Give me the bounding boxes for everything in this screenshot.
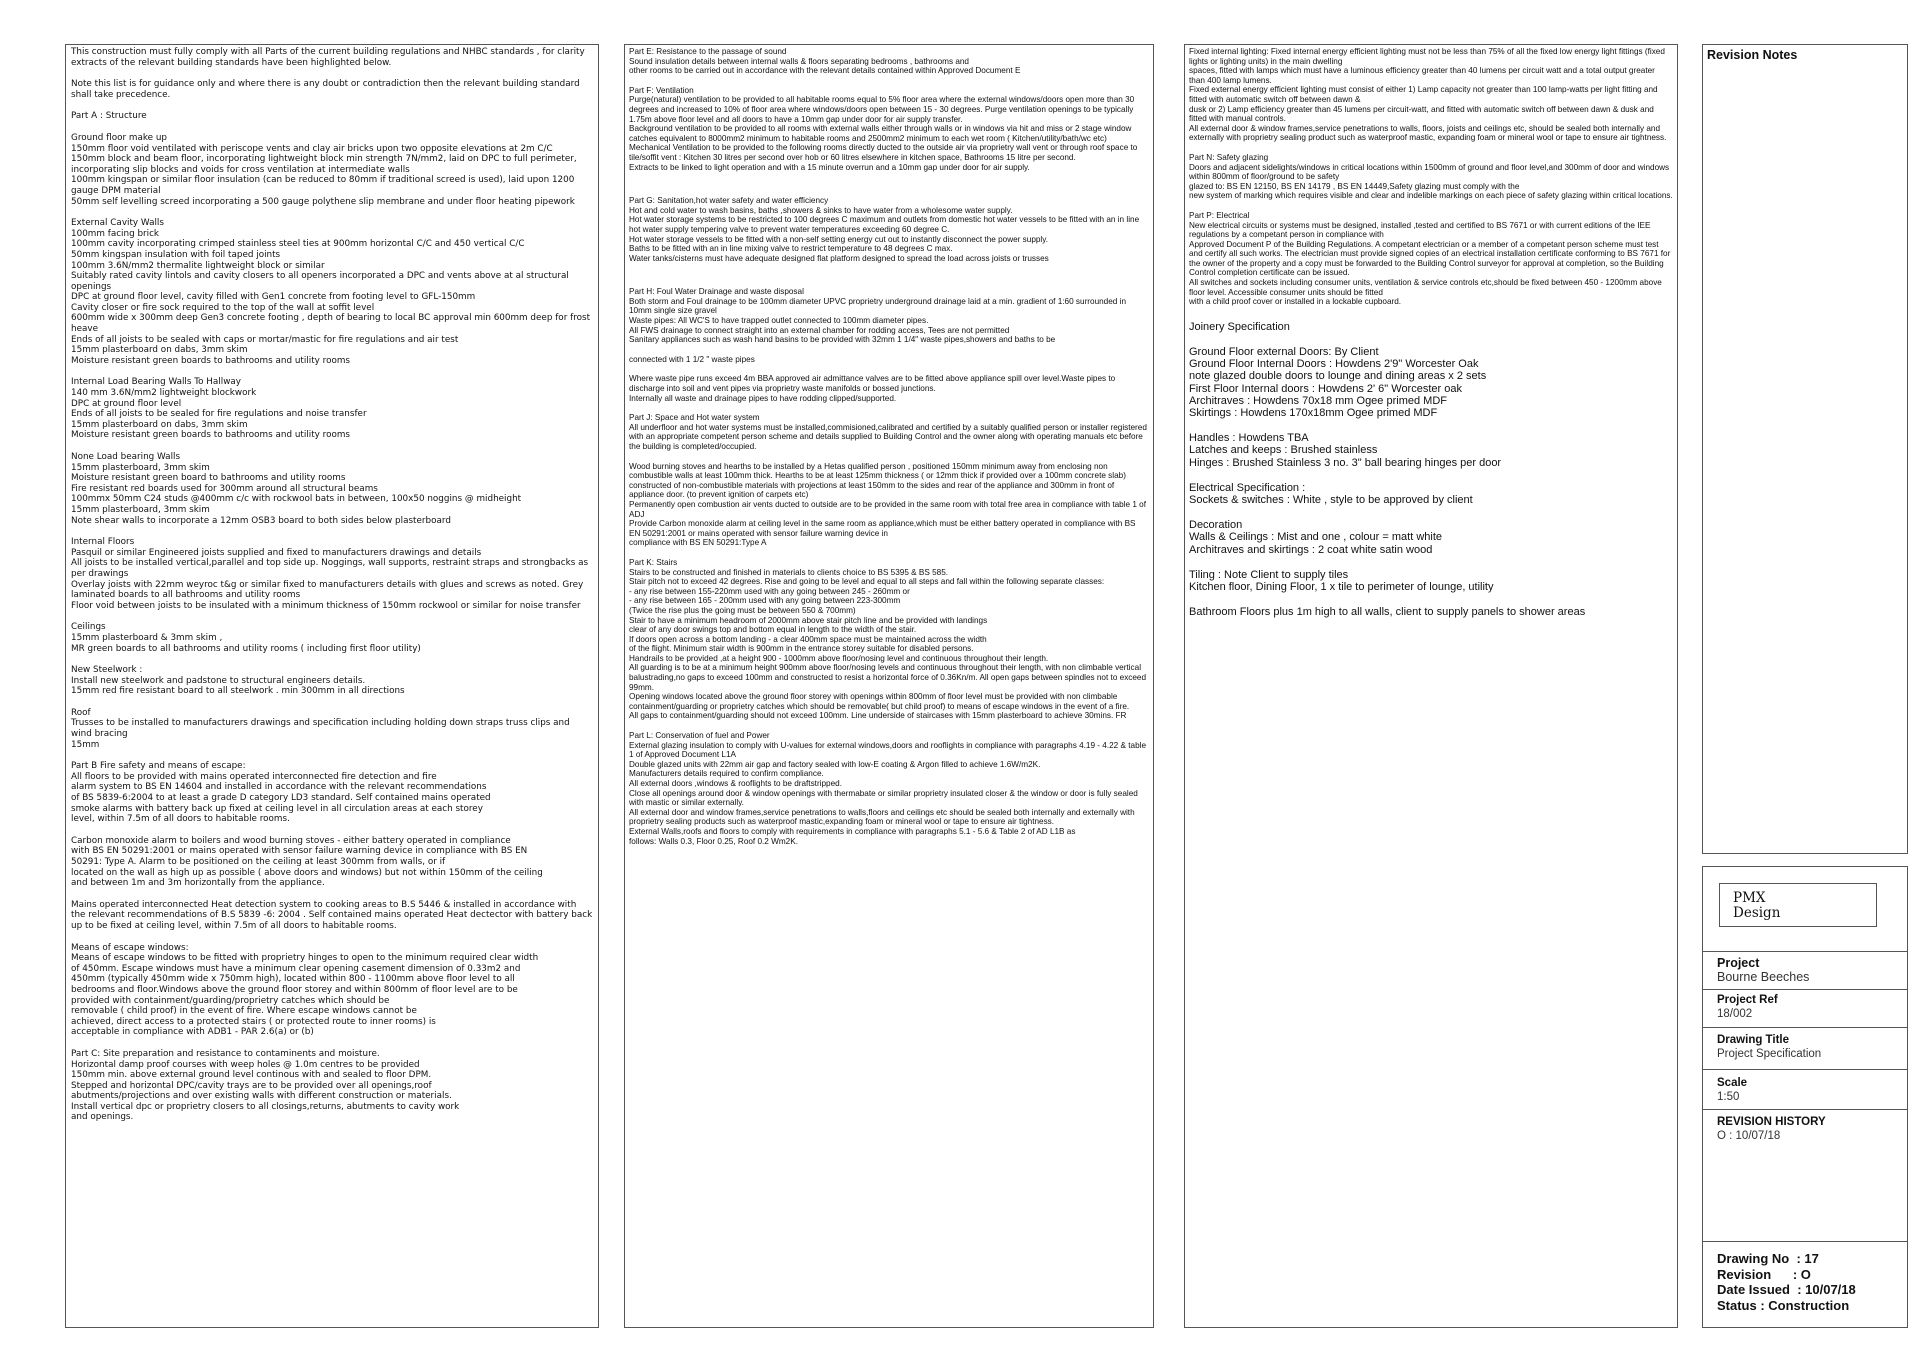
spec-paragraph: External Cavity Walls 100mm facing brick 100mm cavity incorporating crimped stainless steel ties at 900mm horizontal C/C and 450 vertical C/C 50mm kingspan insulation with foil taped joints 100mm 3.6N/mm2 thermalite lightweight block or similar Suitably rated cavity lintols and cavity closers to all openers incorporated a DPC and vents above at al structural openings DPC at ground floor level, cavity filled with Gen1 concrete from footing level to GFL-150mm Cavity closer or fire sock required to the top of the wall at soffit level 600mm wide x 300mm deep Gen3 concrete footing , depth of bearing to local BC approval min 600mm deep for frost heave Ends of all joists to be sealed with caps or mortar/mastic for fire regulations and air test 15mm plasterboard on dabs, 3mm skim Moisture resistant green boards to bathrooms and utility rooms xyxy=(71,218,591,366)
spec-paragraph: Part G: Sanitation,hot water safety and water efficiency Hot and cold water to wash basins, baths ,showers & sinks to have water from a wholesome water supply. Hot water storage systems to be restricted to 100 degrees C maximum and outlets from domestic hot water vessels to be fitted with an in line hot water supply tempering valve to prevent water temperatures exceeding 60 degree C. Hot water storage vessels to be fitted with a non-self setting energy cut out to instantly disconnect the power supply. Baths to be fitted with an in line mixing valve to restrict temperature to 48 degrees C max. Water tanks/cisterns must have adequate designed flat platform designed to spread the load across joists or trusses xyxy=(629,196,1140,263)
drawing-number: Drawing No : 17 xyxy=(1717,1251,1819,1266)
divider xyxy=(1703,951,1907,952)
spec-paragraph: Electrical Specification : Sockets & switches : White , style to be approved by client xyxy=(1189,481,1473,507)
project-ref-label: Project Ref xyxy=(1717,994,1778,1006)
spec-column-1 xyxy=(65,44,599,1328)
spec-paragraph: Part F: Ventilation Purge(natural) ventilation to be provided to all habitable rooms equal to 5% floor area where the external windows/doors open more than 30 degrees and increased to 10% of floor area where windows/doors open between 15 - 30 degrees. Purge ventilation openings to be typically 1.75m above floor level and all doors to have a 10mm gap under door for air supply transfer. Background ventilation to be provided to all rooms with external walls either through walls or in windows via hit and miss or 2 stage window catches equivalent to 8000mm2 minimum to habitable rooms and 2500mm2 minimum to each wet room ( Kitchen/utility/bath/wc etc) Mechanical Ventilation to be provided to the following rooms directly ducted to the outside air via proprietry wall vent or through roof space to tile/soffit vent : Kitchen 30 litres per second over hob or 60 litres elsewhere in kitchen space, Bathrooms 15 litre per second. Extracts to be linked to light operation and with a 15 minute overrun and a 10mm gap under door for air supply. xyxy=(629,85,1138,172)
revision-history-value: O : 10/07/18 xyxy=(1717,1130,1781,1142)
revision-notes-title: Revision Notes xyxy=(1707,48,1798,62)
drawing-info xyxy=(1717,1251,1856,1313)
project-field xyxy=(1717,956,1809,984)
revision: Revision : O xyxy=(1717,1266,1811,1282)
spec-paragraph: Bathroom Floors plus 1m high to all walls, client to supply panels to shower areas xyxy=(1189,606,1586,619)
logo-text-line1: PMX xyxy=(1733,890,1766,906)
joinery-heading: Joinery Specification xyxy=(1189,320,1290,333)
title-block xyxy=(1702,866,1908,1328)
spec-paragraph: Part J: Space and Hot water system All underfloor and hot water systems must be installed,commisioned,calibrated and certified by a suitably qualified person or installer registered with an appropriate competent person scheme and details supplied to Building Control and the owner along with operating manuals etc before the building is completed/occupied. xyxy=(629,413,1147,451)
divider xyxy=(1703,989,1907,990)
spec-paragraph: Part C: Site preparation and resistance to contaminents and moisture. Horizontal damp proof courses with weep holes @ 1.0m centres to be provided 150mm min. above external ground level continous with and sealed to floor DPM. Stepped and horizontal DPC/cavity trays are to be provided over all openings,roof abutments/projections and over existing walls with different construction or materials. Install vertical dpc or proprietry closers to all closings,returns, abutments to cavity work and openings. xyxy=(71,1048,460,1123)
spec-paragraph: This construction must fully comply with all Parts of the current building regulations and NHBC standards , for clarity extracts of the relevant building standards have been highlighted below. xyxy=(71,47,585,68)
spec-paragraph: Part K: Stairs Stairs to be constructed and finished in materials to clients choice to BS 5395 & BS 585. Stair pitch not to exceed 42 degrees. Rise and going to be level and equal to all steps and fall within the following separate classes: - any rise between 155-220mm used with any going between 245 - 260mm or - any rise between 165 - 200mm used with any going between 223-300mm (Twice the rise plus the going must be between 550 & 700mm) Stair to have a minimum headroom of 2000mm above stair pitch line and be provided with landings clear of any door swings top and bottom equal in length to the width of the stair. If doors open across a bottom landing - a clear 400mm space must be maintained across the width of the flight. Minimum stair width is 900mm in the entrance storey suitable for disabled persons. Handrails to be provided ,at a height 900 - 1000mm above floor/nosing level and continuous throughout their length. All guarding is to be at a minimum height 900mm above floor/nosing levels and continuous throughout their length, with non climbable vertical balustrading,no gaps to exceed 100mm and constructed to resist a horizontal force of 0.36Kn/m. All open gaps between spindles not to exceed 99mm. Opening windows located above the ground floor storey with openings within 800mm of floor level must be provided with non climbable containment/guarding or proprietry catches which should be removable( but child proof) to means of escape windows in the event of a fire. All gaps to containment/guarding should not exceed 100mm. Line underside of staircases with 15mm plasterboard to achieve 30mins. FR xyxy=(629,557,1147,721)
drawing-title-value: Project Specification xyxy=(1717,1048,1822,1060)
project-label: Project xyxy=(1717,956,1760,970)
project-ref-field xyxy=(1717,993,1778,1021)
spec-paragraph: Part N: Safety glazing Doors and adjacent sidelights/windows in critical locations within 1500mm of ground and floor level,and 300mm of door and windows within 800mm of floor/ground to be safety glazed to: BS EN 12150, BS EN 14179 , BS EN 14449,Safety glazing must comply with the new system of marking which requires visible and clear and indelible markings on each piece of safety glazing within critical locations. xyxy=(1189,152,1673,201)
divider xyxy=(1703,1109,1907,1110)
spec-paragraph: Decoration Walls & Ceilings : Mist and one , colour = matt white Architraves and skirtings : 2 coat white satin wood xyxy=(1189,519,1442,556)
revision-notes-panel xyxy=(1702,44,1908,854)
spec-paragraph: Where waste pipe runs exceed 4m BBA approved air admittance valves are to be fitted above appliance spill over level.Waste pipes to discharge into soil and vent pipes via proprietry waste manifolds or bossed junctions. Internally all waste and drainage pipes to have rodding clipped/supported. xyxy=(629,374,1116,403)
spec-paragraph: Means of escape windows: Means of escape windows to be fitted with proprietry hinges to open to the minimum required clear width of 450mm. Escape windows must have a minimum clear opening casement dimension of 0.33m2 and 450mm (typically 450mm wide x 750mm high), located within 800 - 1100mm above floor level to all bedrooms and floor.Windows above the ground floor storey and within 800mm of floor level are to be provided with containment/guarding/proprietry catches which should be removable ( child proof) in the event of fire. Where escape windows cannot be achieved, direct access to a protected stairs ( or protected route to inner rooms) is acceptable in compliance with ADB1 - PAR 2.6(a) or (b) xyxy=(71,942,539,1038)
divider xyxy=(1703,1027,1907,1028)
spec-paragraph: Ground Floor external Doors: By Client Ground Floor Internal Doors : Howdens 2'9" Worcester Oak note glazed double doors to lounge and dining areas x 2 sets First Floor Internal doors : Howdens 2' 6" Worcester oak Architraves : Howdens 70x18 mm Ogee primed MDF Skirtings : Howdens 170x18mm Ogee primed MDF xyxy=(1189,346,1487,420)
divider xyxy=(1703,1241,1907,1242)
spec-paragraph: Part A : Structure xyxy=(71,111,147,122)
spec-paragraph: Carbon monoxide alarm to boilers and wood burning stoves - either battery operated in compliance with BS EN 50291:2001 or mains operated with sensor failure warning device in compliance with BS EN 50291: Type A. Alarm to be positioned on the ceiling at least 300mm from walls, or if located on the wall as high up as possible ( above doors and windows) but not within 150mm of the ceiling and between 1m and 3m horizontally from the appliance. xyxy=(71,835,543,889)
drawing-title-field xyxy=(1717,1033,1821,1061)
spec-paragraph: Wood burning stoves and hearths to be installed by a Hetas qualified person , positioned 150mm minimum away from enclosing non combustible walls at least 100mm thick. Hearths to be at least 125mm thickness ( or 12mm thick if provided over a 100mm concrete slab) constructed of non-combustible materials with projections at least 150mm to the sides and rear of the appliance and 300mm in front of appliance door. (to prevent ignition of carpets etc) Permanently open combustion air vents ducted to outside are to be provided in the same room with total free area in compliance with table 1 of ADJ Provide Carbon monoxide alarm at ceiling level in the same room as appliance,which must be either battery operated in compliance with BS EN 50291:2001 or mains operated with sensor failure warning device in compliance with BS EN 50291:Type A xyxy=(629,461,1147,548)
drawing-title-label: Drawing Title xyxy=(1717,1034,1789,1046)
spec-paragraph: Note this list is for guidance only and where there is any doubt or contradiction then the relevant building standard shall take precedence. xyxy=(71,79,580,100)
spec-paragraph: Part B Fire safety and means of escape: All floors to be provided with mains operated interconnected fire detection and fire alarm system to BS EN 14604 and installed in accordance with the relevant recommendations of BS 5839-6:2004 to at least a grade D category LD3 standard. Self contained mains operated smoke alarms with battery back up fixed at ceiling level in all circulation areas at each storey level, within 7.5m of all doors to habitable rooms. xyxy=(71,761,491,825)
spec-paragraph: Mains operated interconnected Heat detection system to cooking areas to B.S 5446 & installed in accordance with the relevant recommendations of B.S 5839 -6: 2004 . Self contained mains operated Heat dectector with battery back up to be fixed at ceiling level, within 7.5m of all doors to habitable rooms. xyxy=(71,899,593,931)
spec-paragraph: Roof Trusses to be installed to manufacturers drawings and specification including holding down straps truss clips and wind bracing 15mm xyxy=(71,707,570,750)
scale-field xyxy=(1717,1076,1747,1104)
spec-paragraph: Part H: Foul Water Drainage and waste disposal Both storm and Foul drainage to be 100mm diameter UPVC proprietry underground drainage laid at a min. gradient of 1:60 surrounded in 10mm single size gravel Waste pipes: All WC'S to have trapped outlet connected to 100mm diameter pipes. All FWS drainage to connect straight into an external chamber for rodding access, Tees are not permitted Sanitary appliances such as wash hand basins to be provided with 32mm 1 1/4" waste pipes,showers and baths to be xyxy=(629,287,1126,345)
project-ref-value: 18/002 xyxy=(1717,1008,1753,1020)
spec-paragraph: Fixed internal lighting: Fixed internal energy efficient lighting must not be less than 75% of all the fixed low energy light fittings (fixed lights or lighting units) in the main dwelling spaces, fitted with lamps which must have a luminous efficiency greater than 40 lumens per circuit watt and a total output greater than 400 lamp lumens. Fixed external energy efficient lighting must consist of either 1) Lamp capacity not greater than 100 lamp-watts per light fitting and fitted with automatic switch off between dawn & dusk or 2) Lamp efficiency greater than 45 lumens per circuit-watt, and fitted with automatic switch off between dawn & dusk and fitted with manual controls. All external door & window frames,service penetrations to walls, floors, joists and ceilings etc, should be sealed both internally and externally with proprietry sealing product such as waterproof mastic, expanding foam or mineral wool or tape to ensure air tightness. xyxy=(1189,47,1667,143)
spec-column-3 xyxy=(1184,44,1678,1328)
spec-paragraph: Handles : Howdens TBA Latches and keeps : Brushed stainless Hinges : Brushed Stainless 3 no. 3" ball bearing hinges per door xyxy=(1189,432,1502,469)
spec-paragraph: New Steelwork : Install new steelwork and padstone to structural engineers details. 15mm red fire resistant board to all steelwork . min 300mm in all directions xyxy=(71,665,405,697)
scale-label: Scale xyxy=(1717,1077,1748,1089)
divider xyxy=(1703,1069,1907,1070)
revision-history-field xyxy=(1717,1115,1826,1143)
date-issued: Date Issued : 10/07/18 xyxy=(1717,1282,1856,1297)
logo-text-line2: Design xyxy=(1733,905,1781,921)
spec-paragraph: Ceilings 15mm plasterboard & 3mm skim , MR green boards to all bathrooms and utility rooms ( including first floor utility) xyxy=(71,622,421,654)
spec-paragraph: Ground floor make up 150mm floor void ventilated with periscope vents and clay air bricks upon two opposite elevations at 2m C/C 150mm block and beam floor, incorporating lightweight block min strength 7N/mm2, laid on DPC to full perimeter, incorporating slip blocks and voids for cross ventilation at intermediate walls 100mm kingspan or similar floor insulation (can be reduced to 80mm if traditional screed is used), laid upon 1200 gauge DPM material 50mm self levelling screed incorporating a 500 gauge polythene slip membrane and under floor heating pipework xyxy=(71,132,577,207)
spec-paragraph: Part E: Resistance to the passage of sound Sound insulation details between internal walls & floors separating bedrooms , bathrooms and other rooms to be carried out in accordance with the relevant details contained within Approved Document E xyxy=(629,47,1021,76)
scale-value: 1:50 xyxy=(1717,1091,1740,1103)
status: Status : Construction xyxy=(1717,1297,1850,1313)
spec-paragraph: Internal Load Bearing Walls To Hallway 140 mm 3.6N/mm2 lightweight blockwork DPC at ground floor level Ends of all joists to be sealed for fire regulations and noise transfer 15mm plasterboard on dabs, 3mm skim Moisture resistant green boards to bathrooms and utility rooms xyxy=(71,377,367,441)
spec-paragraph: Tiling : Note Client to supply tiles Kitchen floor, Dining Floor, 1 x tile to perimeter of lounge, utility xyxy=(1189,568,1494,594)
spec-column-2 xyxy=(624,44,1154,1328)
project-value: Bourne Beeches xyxy=(1717,970,1810,984)
spec-paragraph: None Load bearing Walls 15mm plasterboard, 3mm skim Moisture resistant green board to bathrooms and utility rooms Fire resistant red boards used for 300mm around all structural beams 100mmx 50mm C24 studs @400mm c/c with rockwool bats in between, 100x50 noggins @ midheight 15mm plasterboard, 3mm skim Note shear walls to incorporate a 12mm OSB3 board to both sides below plasterboard xyxy=(71,452,522,526)
spec-paragraph: Part L: Conservation of fuel and Power External glazing insulation to comply with U-values for external windows,doors and rooflights in compliance with paragraphs 4.19 - 4.22 & table 1 of Approved Document L1A Double glazed units with 22mm air gap and factory sealed with low-E coating & Argon filled to achieve 1.6W/m2K. Manufacturers details required to confirm compliance. All external doors ,windows & rooflights to be draftstripped. Close all openings around door & window openings with thermabate or similar proprietry insulated closer & the window or door is fully sealed with mastic or similar externally. All external door and window frames,service penetrations to walls,floors and ceilings etc should be sealed both internally and externally with proprietry sealing products such as waterproof mastic,expanding foam or mineral wool or tape to ensure air tightness. External Walls,roofs and floors to comply with requirements in compliance with paragraphs 5.1 - 5.6 & Table 2 of AD L1B as follows: Walls 0.3, Floor 0.25, Roof 0.2 Wm2K. xyxy=(629,731,1146,846)
revision-history-label: REVISION HISTORY xyxy=(1717,1116,1826,1128)
company-logo xyxy=(1719,883,1877,927)
spec-paragraph: Part P: Electrical New electrical circuits or systems must be designed, installed ,tested and certified to BS 7671 or with current editions of the IEE regulations by a competant person in compliance with Approved Document P of the Building Regulations. A competant electrician or a member of a competant person scheme must test and certify all such works. The electrician must provide signed copies of an electrical installation certificate conforming to BS 7671 for the owner of the property and a copy must be forwarded to the Building Control surveyor for approval at completion, so the Building Control completion certificate can be issued. All switches and sockets including consumer units, ventilation & service controls etc,should be fixed between 450 - 1200mm above floor level. Accessible consumer units should be fitted with a child proof cover or installed in a lockable cupboard. xyxy=(1189,210,1671,307)
spec-paragraph: Internal Floors Pasquil or similar Engineered joists supplied and fixed to manufacturers drawings and details All joists to be installed vertical,parallel and top side up. Noggings, wall supports, restraint straps and strongbacks as per drawings Overlay joists with 22mm weyroc t&g or similar fixed to manufacturers details with glues and screws as noted. Grey laminated boards to all bathrooms and utility rooms Floor void between joists to be insulated with a minimum thickness of 150mm rockwool or similar for noise transfer xyxy=(71,537,589,611)
spec-paragraph: connected with 1 1/2 " waste pipes xyxy=(629,354,755,364)
